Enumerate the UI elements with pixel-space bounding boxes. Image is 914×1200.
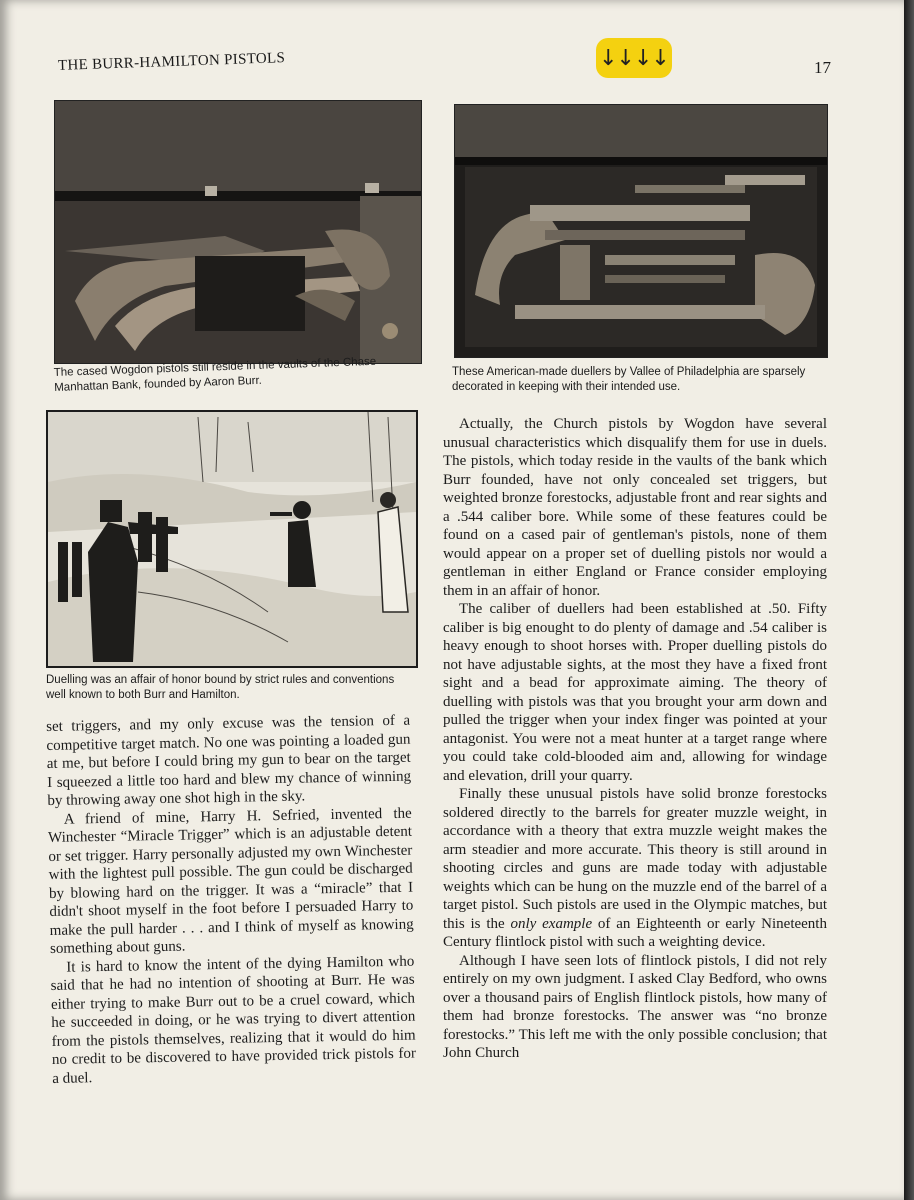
vallee-caption: These American-made duellers by Vallee of Philadelphia are sparsely decorated in keeping with their intended use. xyxy=(452,366,806,393)
left-paragraph-1: set triggers, and my only excuse was the tension of a competitive target match. No one was pointing a loaded gun at me, but before I could bring my gun to bear on the target I squeezed a little too hard and blew my chance of winning by throwing away one shot high in the sky. xyxy=(46,712,412,809)
right-paragraph-3-text-end: of an Eighteenth or early Nineteenth Century flintlock pistol with such a weighting device. xyxy=(443,915,827,950)
down-arrows-icon: ↓↓↓↓ xyxy=(599,45,669,71)
page-number: 17 xyxy=(814,58,831,77)
right-text-column xyxy=(443,415,827,1063)
left-paragraph-3: It is hard to know the intent of the dying Hamilton who said that he had no intention of shooting at Burr. He was either trying to make Burr out to be a cruel coward, which he succeeded in doing, or he was trying to divert attention from the pistols themselves, realizing that it would do him no credit to be discovered to have provided trick pistols for a duel. xyxy=(50,953,417,1087)
duel-caption: Duelling was an affair of honor bound by strict rules and conventions well known to both Burr and Hamilton. xyxy=(46,674,395,701)
running-head: THE BURR-HAMILTON PISTOLS xyxy=(57,50,286,74)
vallee-pistols-photo xyxy=(454,104,828,358)
right-paragraph-2: The caliber of duellers had been established at .50. Fifty caliber is big enought to do plenty of damage and .54 caliber is heavy enough to shoot horses with. Proper duelling pistols do not have adjustable sights, at the most they have a fixed front sight and a bead for approximate aiming. The theory of duelling with pistols was that you brought your arm down and pulled the trigger when your index finger was pointed at your antagonist. You were not a meat hunter at a target range where you could take cold-blooded aim and, allowing for windage and elevation, drill your quarry. xyxy=(443,601,827,784)
right-paragraph-3 xyxy=(443,785,827,952)
scroll-down-button[interactable] xyxy=(596,38,672,78)
duel-scene-image xyxy=(48,412,416,666)
vallee-pistols-image xyxy=(455,105,827,357)
wogdon-caption: The cased Wogdon pistols still reside in the vaults of the Chase Manhattan Bank, founded by Aaron Burr. xyxy=(53,355,377,394)
right-paragraph-3-emphasis: only example xyxy=(510,915,593,932)
left-text-column xyxy=(46,712,416,1088)
left-paragraph-2: A friend of mine, Harry H. Sefried, invented the Winchester “Miracle Trigger” which is an adjustable detent or set trigger. Harry personally adjusted my own Winchester with the lightest pull possible. The gun could be discharged by blowing hard on the trigger. It was a “miracle” that I didn't shoot myself in the foot before I persuaded Harry to make the pull harder . . . and I think of myself as knowing something about guns. xyxy=(47,805,414,957)
right-paragraph-3-text: Finally these unusual pistols have solid bronze forestocks soldered directly to the barrels for greater muzzle weight, in accordance with a theory that extra muzzle weight makes the arm steadier and more accurate. This theory is still around in shooting circles and guns are made today with adjustable weights which can be hung on the muzzle end of the barrel of a target pistol. Such pistols are used in the Olympic matches, but this is the xyxy=(443,786,827,932)
right-paragraph-4: Although I have seen lots of flintlock pistols, I did not rely entirely on my own judgment. I asked Clay Bedford, who owns over a thousand pairs of English flintlock pistols, how many of them had bronze forestocks. The answer was “no bronze forestocks.” This left me with the only possible conclusion; that John Church xyxy=(443,952,827,1061)
duel-engraving xyxy=(46,410,418,668)
book-edge xyxy=(904,0,914,1200)
wogdon-pistols-image xyxy=(55,101,421,363)
right-paragraph-1: Actually, the Church pistols by Wogdon have several unusual characteristics which disqualify them for use in duels. The pistols, which today reside in the vaults of the bank which Burr founded, have not only concealed set triggers, but weighted bronze forestocks, adjustable front and rear sights and a .544 caliber bore. While some of these features could be found on a cased pair of gentleman's pistols, none of them would appear on a proper set of duelling pistols nor would a gentleman in either England or France consider employing them in an affair of honor. xyxy=(443,416,827,599)
wogdon-pistols-photo xyxy=(54,100,422,364)
